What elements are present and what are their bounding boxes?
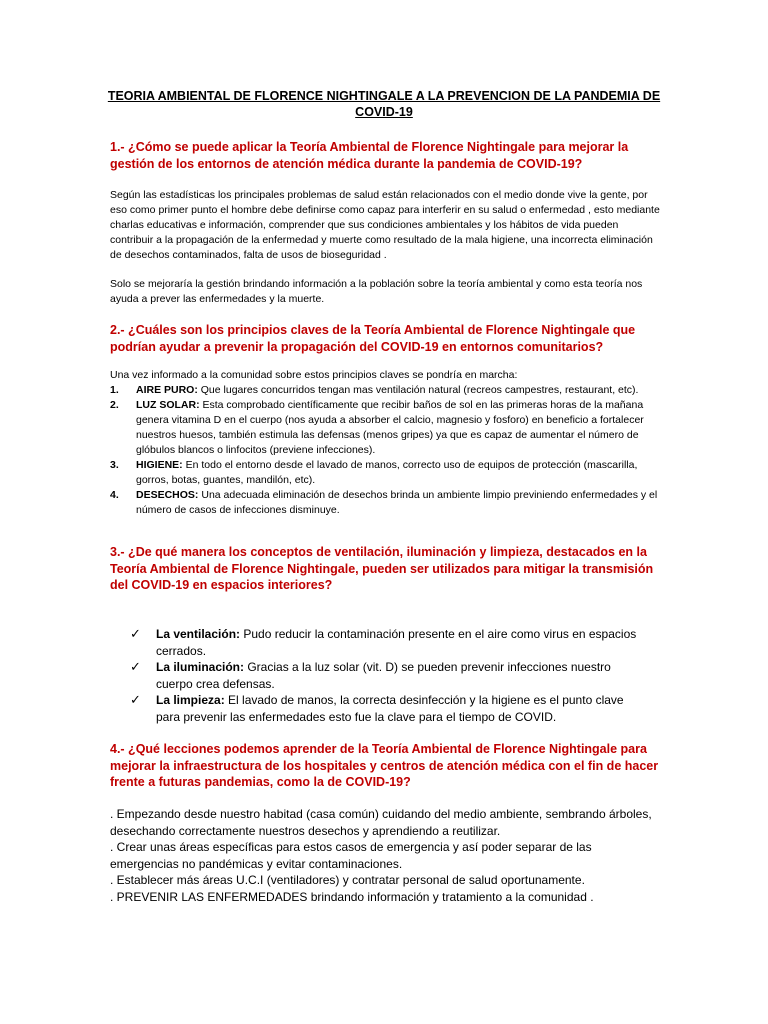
checklist-term: La iluminación: (156, 660, 245, 674)
answer-4-line: . Establecer más áreas U.C.I (ventiladores) y contratar personal de salud oportunamente. (110, 873, 585, 887)
checkmark-icon: ✓ (130, 692, 141, 707)
list-item-text: Que lugares concurridos tengan mas ventilación natural (recreos campestres, restaurant, etc). (197, 384, 639, 396)
checkmark-icon: ✓ (130, 626, 141, 641)
question-3: 3.- ¿De qué manera los conceptos de ventilación, iluminación y limpieza, destacados en la Teoría Ambiental de Florence Nightingale, pueden ser utilizados para mitigar la transmisión del COVID-19 en espacios interiores? (110, 545, 654, 592)
list-item (110, 398, 662, 458)
question-4: 4.- ¿Qué lecciones podemos aprender de la Teoría Ambiental de Florence Nightingale para mejorar la infraestructura de los hospitales y centros de atención médica con el fin de hacer frente a futuras pandemias, como la de COVID-19? (110, 742, 659, 789)
answer-1-paragraph-2: Solo se mejoraría la gestión brindando información a la población sobre la teoría ambiental y como esta teoría nos ayuda a prever las enfermedades y la muerte. (110, 278, 643, 305)
answer-4-line: . Crear unas áreas específicas para estos casos de emergencia y así poder separar de las emergencias no pandémicas y evitar contaminaciones. (110, 840, 592, 871)
answer-2-intro: Una vez informado a la comunidad sobre estos principios claves se pondría en marcha: (110, 369, 518, 381)
list-item-number: 4. (110, 489, 119, 501)
list-item-number: 1. (110, 384, 119, 396)
checkmark-icon: ✓ (130, 659, 141, 674)
list-item-term: LUZ SOLAR: (136, 399, 200, 411)
checklist-text: El lavado de manos, la correcta desinfección y la higiene es el punto clave para prevenir las enfermedades esto fue la clave para el tiempo de COVID. (156, 693, 624, 724)
list-item-term: AIRE PURO: (136, 384, 198, 396)
list-item-number: 2. (110, 399, 119, 411)
checklist-term: La ventilación: (156, 627, 241, 641)
answer-4-line: . PREVENIR LAS ENFERMEDADES brindando información y tratamiento a la comunidad . (110, 889, 594, 904)
question-2: 2.- ¿Cuáles son los principios claves de la Teoría Ambiental de Florence Nightingale que podrían ayudar a prevenir la propagación del COVID-19 en entornos comunitarios? (110, 323, 636, 354)
answer-4-lines (110, 806, 662, 905)
question-1: 1.- ¿Cómo se puede aplicar la Teoría Ambiental de Florence Nightingale para mejorar la gestión de los entornos de atención médica durante la pandemia de COVID-19? (110, 140, 629, 171)
concepts-checklist (130, 626, 650, 725)
checklist-text: Gracias a la luz solar (vit. D) se pueden prevenir infecciones nuestro cuerpo crea defensas. (156, 660, 611, 691)
principles-list (110, 383, 662, 518)
list-item-text: En todo el entorno desde el lavado de manos, correcto uso de equipos de protección (mascarilla, gorros, botas, guantes, mandilón, etc). (136, 459, 638, 486)
checklist-item (130, 626, 650, 659)
list-item-number: 3. (110, 459, 119, 471)
checklist-item (130, 659, 650, 692)
checklist-term: La limpieza: (156, 693, 225, 707)
list-item-term: DESECHOS: (136, 489, 199, 501)
list-item-text: Esta comprobado científicamente que recibir baños de sol en las primeras horas de la mañana genera vitamina D en el cuerpo (nos ayuda a absorber el calcio, magnesio y fosforo) en beneficio a fortalecer nuestros huesos, también estimula las defensas (menos gripes) ya que es capaz de aumentar el número de glóbulos blancos o linfocitos (previene infecciones). (136, 399, 644, 456)
answer-4-line: . Empezando desde nuestro habitad (casa común) cuidando del medio ambiente, sembrando árboles, desechando correctamente nuestros desechos y aprendiendo a reutilizar. (110, 807, 652, 838)
answer-1-paragraph-1: Según las estadísticas los principales problemas de salud están relacionados con el medio donde vive la gente, por eso como primer punto el hombre debe definirse como capaz para interferir en su salud o enfermedad , esto mediante charlas educativas e información, comprender que sus condiciones ambientales y los hábitos de vida pueden contribuir a la propagación de la enfermedad y muerte como resultado de la mala higiene, una incorrecta eliminación de desechos contaminados, falta de usos de bioseguridad . (110, 189, 660, 261)
checklist-item (130, 692, 650, 725)
list-item-term: HIGIENE: (136, 459, 183, 471)
list-item-text: Una adecuada eliminación de desechos brinda un ambiente limpio previniendo enfermedades y el número de casos de infecciones disminuye. (136, 489, 658, 516)
checklist-text: Pudo reducir la contaminación presente en el aire como virus en espacios cerrados. (156, 627, 637, 658)
list-item (110, 458, 662, 488)
document-title: TEORIA AMBIENTAL DE FLORENCE NIGHTINGALE A LA PREVENCION DE LA PANDEMIA DE COVID-19 (107, 89, 661, 119)
list-item (110, 488, 662, 518)
list-item (110, 383, 662, 398)
